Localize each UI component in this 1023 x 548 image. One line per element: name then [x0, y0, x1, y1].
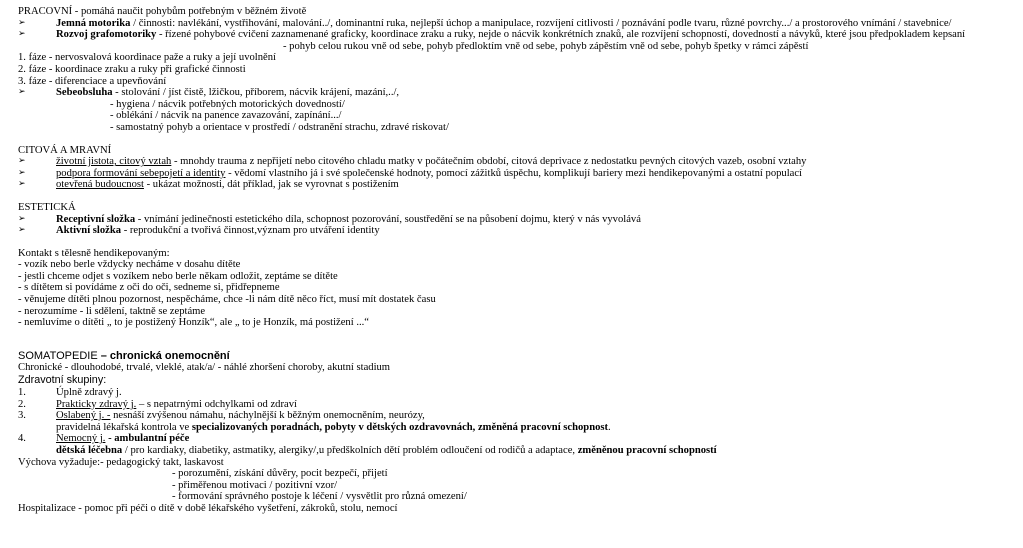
arrow-bullet-icon: ➢: [18, 156, 26, 167]
group-text: - ambulantní péče: [105, 433, 190, 445]
item-text: - vnímání jedinečnosti estetického díla, schopnost pozorování, soustředění se na působení dojmu, který v nás vyvolává: [135, 213, 641, 225]
arrow-bullet-icon: ➢: [18, 167, 26, 178]
kontakt-heading: Kontakt s tělesně hendikepovaným:: [18, 247, 170, 259]
item-title: Receptivní složka: [56, 213, 136, 225]
heading-sub: – chronická onemocnění: [97, 349, 230, 362]
list-item: [18, 225, 1018, 237]
cont-bold: změněnou pracovní schopností: [577, 445, 717, 456]
vychova-sub: - přiměřenou motivaci / pozitivní vzor/: [172, 479, 338, 491]
group-item: [18, 410, 1018, 422]
chronic-definition: Chronické - dlouhodobé, trvalé, vleklé, atak/a/ - náhlé zhoršení choroby, akutní stadium: [18, 362, 391, 374]
item-text: - ukázat možnosti, dát příklad, jak se vyrovnat s postižením: [143, 179, 399, 191]
heading-main: SOMATOPEDIE: [18, 349, 98, 362]
sebeobsluha-sub: - samostatný pohyb a orientace v prostředí / odstranění strachu, zdravé riskovat/: [110, 121, 449, 133]
group-number: 3.: [18, 410, 26, 422]
group-continuation: [18, 422, 1018, 434]
group-title: Nemocný j.: [56, 433, 106, 445]
cont-text: pravidelná lékařská kontrola ve: [56, 421, 192, 433]
section-heading-esteticka: ESTETICKÁ: [18, 201, 76, 213]
groups-heading: Zdravotní skupiny:: [18, 374, 107, 387]
group-number: 2.: [18, 398, 26, 410]
group-title: Prakticky zdravý j.: [56, 398, 137, 410]
item-text: - reprodukční a tvořivá činnost,význam pro utváření identity: [121, 225, 380, 237]
cont-end: .: [608, 421, 611, 433]
cut-off-line: Hospitalizace - pomoc při péči o dítě v době lékařského vyšetření, zákroků, stolu, nemocí: [18, 502, 398, 514]
kontakt-line: - vozík nebo berle vždycky necháme v dosahu dítěte: [18, 259, 241, 271]
arrow-bullet-icon: ➢: [18, 213, 26, 224]
item-title: životní jistota, citový vztah: [56, 156, 172, 168]
arrow-bullet-icon: ➢: [18, 17, 26, 28]
group-title: Oslabený j. -: [56, 410, 111, 422]
kontakt-line: - jestli chceme odjet s vozíkem nebo berle někam odložit, zeptáme se dítěte: [18, 270, 338, 282]
vychova-line: Výchova vyžaduje:- pedagogický takt, laskavost: [18, 456, 224, 468]
group-text: – s nepatrnými odchylkami od zdraví: [136, 398, 297, 410]
document-page: [18, 6, 1018, 515]
section-heading-citova: CITOVÁ A MRAVNÍ: [18, 144, 112, 156]
item-title: Aktivní složka: [56, 225, 122, 237]
item-text: - stolování / jíst čistě, lžičkou, příborem, nácvik krájení, mazání,../,: [112, 87, 400, 99]
item-text: - řízené pohybové cvičení zaznamenané graficky, koordinace zraku a ruky, nejde o nácvik konkrétních znaků, ale rozvíjení schopností, dovedností a návyků, které jsou předpokladem kepsaní: [156, 29, 966, 41]
group-text: Úplně zdravý j.: [56, 387, 122, 399]
phase-line: 1. fáze - nervosvalová koordinace paže a ruky a její uvolnění: [18, 52, 276, 64]
list-item-grafomotorika: [18, 29, 1018, 41]
group-item: [18, 433, 1018, 445]
arrow-bullet-icon: ➢: [18, 225, 26, 236]
phase-line: 3. fáze - diferenciace a upevňování: [18, 75, 167, 87]
list-item: [18, 156, 1018, 168]
list-item: [18, 214, 1018, 226]
group-number: 1.: [18, 387, 26, 399]
arrow-bullet-icon: ➢: [18, 179, 26, 190]
list-item: [18, 168, 1018, 180]
group-item: [18, 399, 1018, 411]
item-text: - vědomí vlastního já i své společenské hodnoty, pomocí zážitků úspěchu, komplikují bariery mezi hendikepovanými a ostatní populací: [225, 167, 803, 179]
kontakt-line: - s dítětem si povídáme z oči do oči, sedneme si, přidřepneme: [18, 282, 280, 294]
grafomotorika-continuation: - pohyb celou rukou vně od sebe, pohyb předloktím vně od sebe, pohyb zápěstím vně od sebe, pohyb špetky v rámci zápěstí: [283, 40, 809, 52]
kontakt-line: - nemluvíme o dítěti „ to je postižený Honzík“, ale „ to je Honzík, má postižení ...“: [18, 317, 369, 329]
group-number: 4.: [18, 433, 26, 445]
kontakt-line: - věnujeme dítěti plnou pozornost, nespěcháme, chce -li nám dítě něco říct, musí mít dostatek času: [18, 294, 436, 306]
somatopedie-heading: [18, 351, 1018, 363]
list-item-jemna-motorika: [18, 18, 1018, 30]
list-item: [18, 179, 1018, 191]
sebeobsluha-sub: - oblékání / nácvik na panence zavazování, zapínání.../: [110, 110, 342, 122]
vychova-sub: - porozumění, získání důvěry, pocit bezpečí, přijetí: [172, 468, 388, 480]
cont-bold: specializovaných poradnách, pobyty v dětských ozdravovnách, změněná pracovní schopnost: [191, 421, 609, 433]
sebeobsluha-sub: - hygiena / nácvik potřebných motorických dovedností/: [110, 98, 345, 110]
group-continuation: [18, 445, 1018, 457]
item-text: - mnohdy trauma z nepřijetí nebo citového chladu matky v počátečním období, citová deprivace z nedostatku pevných citových vazeb, osobní vztahy: [171, 156, 807, 168]
pracovni-intro: PRACOVNÍ - pomáhá naučit pohybům potřebným v běžném životě: [18, 6, 307, 17]
group-text: nesnáší zvýšenou námahu, náchylnější k běžným onemocněním, neurózy,: [110, 410, 425, 422]
item-text: / činnosti: navlékání, vystřihování, malování../, dominantní ruka, nejlepší úchop a manipulace, rozvíjení citlivosti / poznávání podle tvaru, různé povrchy.../ a prostorového vnímání / stavebnice/: [130, 17, 952, 29]
item-title: Rozvoj grafomotoriky: [56, 29, 157, 41]
item-title: Sebeobsluha: [56, 87, 113, 99]
cont-bold: dětská léčebna: [56, 445, 123, 456]
phase-line: 2. fáze - koordinace zraku a ruky při grafické činnosti: [18, 63, 246, 75]
cont-text: / pro kardiaky, diabetiky, astmatiky, alergiky/,u předškolních dětí problém odloučení od rodičů a adaptace,: [122, 445, 578, 456]
arrow-bullet-icon: ➢: [18, 29, 26, 40]
arrow-bullet-icon: ➢: [18, 87, 26, 98]
vychova-sub: - formování správného postoje k léčení / vysvětlit pro různá omezení/: [172, 491, 467, 503]
kontakt-line: - nerozumíme - li sdělení, taktně se zeptáme: [18, 305, 206, 317]
group-item: [18, 387, 1018, 399]
item-title: podpora formování sebepojetí a identity: [56, 167, 226, 179]
item-title: Jemná motorika: [56, 17, 131, 29]
item-title: otevřená budoucnost: [56, 179, 144, 191]
list-item-sebeobsluha: [18, 87, 1018, 99]
